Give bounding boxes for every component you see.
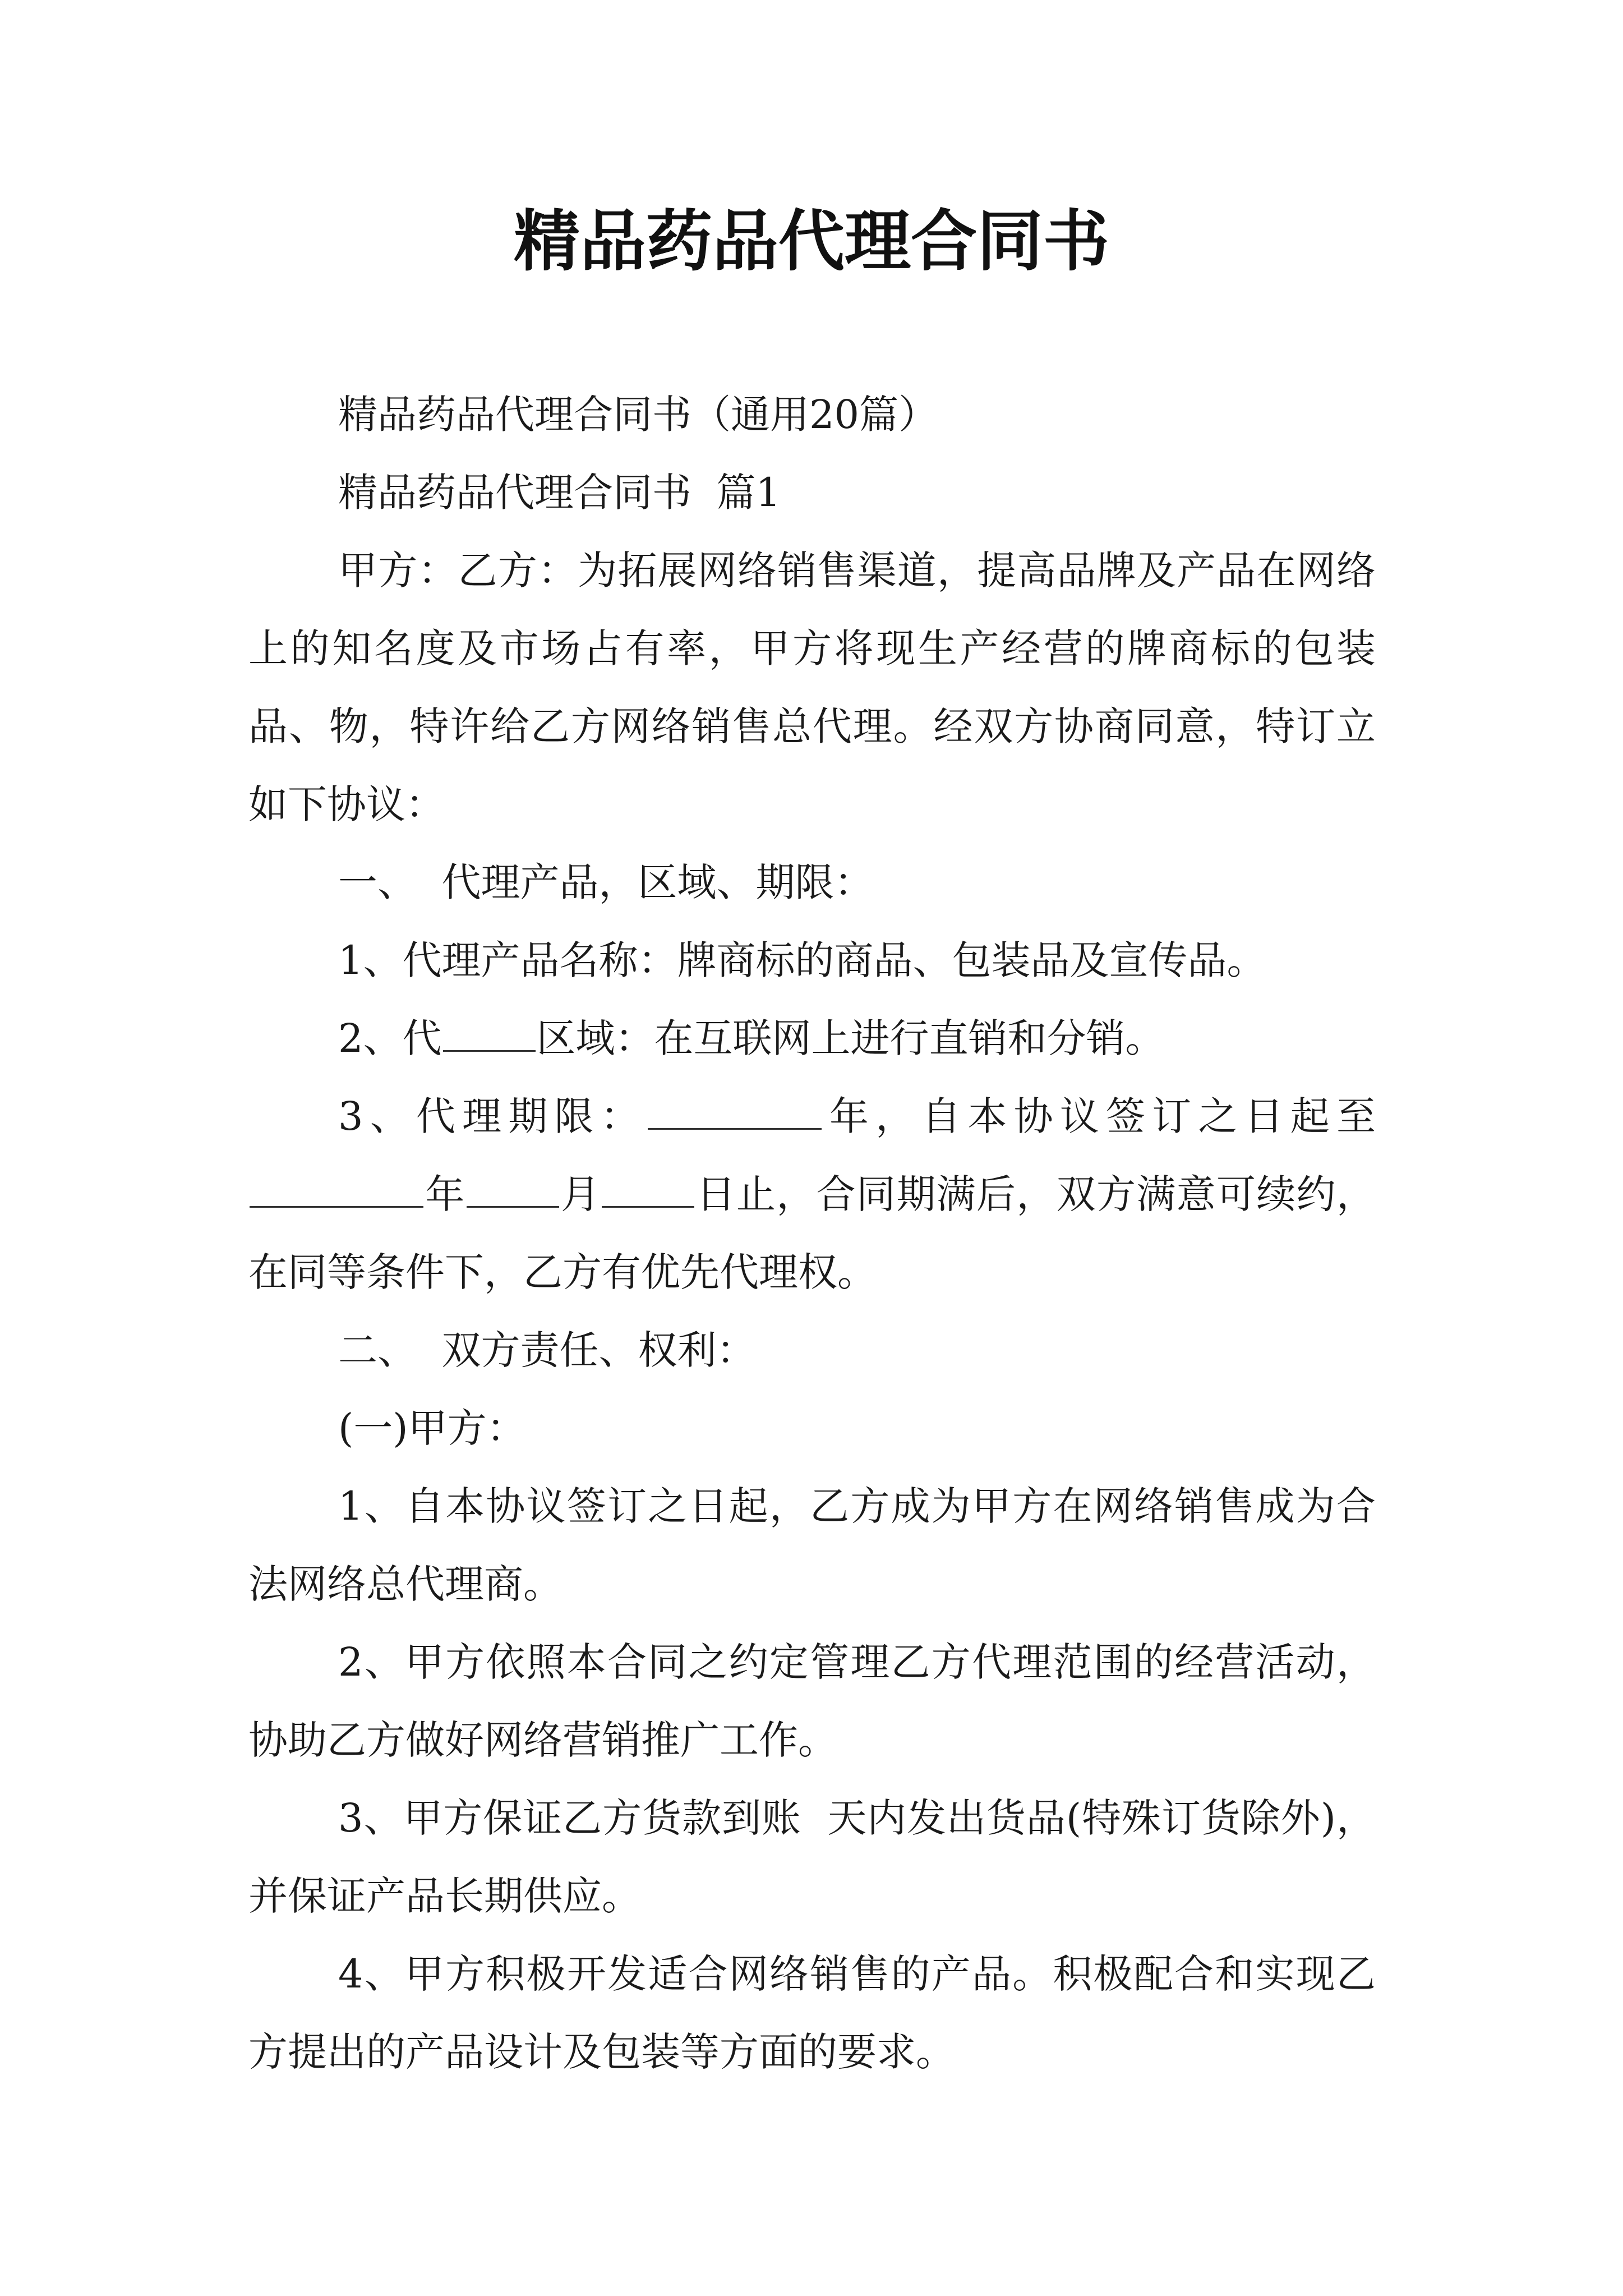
item-2-1-paragraph: 1、自本协议签订之日起，乙方成为甲方在网络销售成为合法网络总代理商。 — [248, 1483, 1376, 1607]
item-1-3-text-c: 年 — [425, 1171, 465, 1217]
item-2-4-paragraph: 4、甲方积极开发适合网络销售的产品。积极配合和实现乙方提出的产品设计及包装等方面的要求。 — [248, 1951, 1376, 2075]
item-1-3-text-e: 日止，合同期满后，双方满意可续约，在同等条件下，乙方有优先代理权。 — [248, 1171, 1376, 1295]
blank-line — [250, 1166, 423, 1208]
document-title: 精品药品代理合同书 — [513, 202, 1109, 280]
item-1-2-paragraph — [248, 1000, 1376, 1078]
item-1-3-text-d: 月 — [560, 1171, 601, 1217]
blank-line — [648, 1088, 822, 1130]
blank-line — [467, 1166, 559, 1208]
item-2-2-paragraph: 2、甲方依照本合同之约定管理乙方代理范围的经营活动，协助乙方做好网络营销推广工作。 — [248, 1639, 1376, 1763]
item-1-1-paragraph: 1、代理产品名称：牌商标的商品、包装品及宣传品。 — [338, 937, 1266, 983]
section-1-heading: 一、 代理产品，区域、期限： — [338, 859, 874, 905]
item-2-3-paragraph: 3、甲方保证乙方货款到账 天内发出货品(特殊订货除外)，并保证产品长期供应。 — [248, 1795, 1376, 1919]
intro-paragraph: 甲方：乙方：为拓展网络销售渠道，提高品牌及产品在网络上的知名度及市场占有率，甲方将现生产经营的牌商标的包装品、物，特许给乙方网络销售总代理。经双方协商同意，特订立如下协议： — [248, 547, 1376, 827]
item-1-2-text-a: 2、代 — [338, 1015, 442, 1061]
article-heading: 精品药品代理合同书 篇1 — [338, 470, 781, 516]
subtitle-paragraph: 精品药品代理合同书（通用20篇） — [338, 392, 938, 438]
item-1-3-text-b: 年，自本协议签订之日起至 — [822, 1093, 1376, 1139]
blank-line — [443, 1010, 536, 1052]
item-1-2-text-b: 区域：在互联网上进行直销和分销。 — [536, 1015, 1165, 1061]
party-a-heading: (一)甲方： — [338, 1405, 526, 1451]
blank-line — [602, 1166, 694, 1208]
document-body — [248, 376, 1376, 2091]
section-2-heading: 二、 双方责任、权利： — [338, 1327, 756, 1373]
item-1-3-paragraph — [248, 1078, 1376, 1312]
item-1-3-text-a: 3、代理期限： — [338, 1093, 647, 1139]
